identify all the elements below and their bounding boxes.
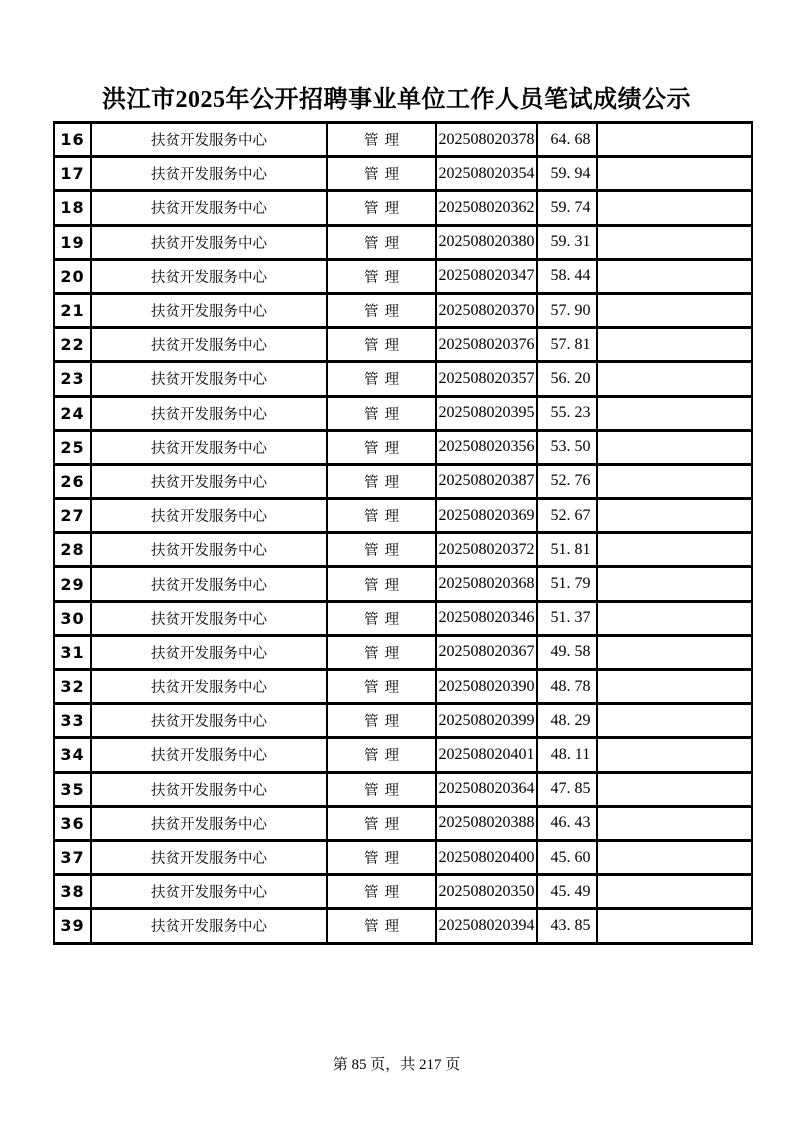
row-number-cell: 36: [54, 806, 91, 840]
exam-number-cell: 202508020356: [436, 430, 537, 464]
table-row: [54, 499, 752, 533]
row-number-cell: 18: [54, 191, 91, 225]
position-cell: 管理: [327, 567, 436, 601]
position-cell: 管理: [327, 704, 436, 738]
position-cell: 管理: [327, 328, 436, 362]
exam-number-cell: 202508020380: [436, 225, 537, 259]
row-number-cell: 25: [54, 430, 91, 464]
row-number-cell: 28: [54, 533, 91, 567]
position-cell: 管理: [327, 464, 436, 498]
position-cell: 管理: [327, 225, 436, 259]
table-row: [54, 670, 752, 704]
position-cell: 管理: [327, 123, 436, 157]
unit-name-cell: 扶贫开发服务中心: [91, 875, 327, 909]
remark-cell: [597, 533, 752, 567]
unit-name-cell: 扶贫开发服务中心: [91, 123, 327, 157]
score-cell: 51. 79: [537, 567, 597, 601]
unit-name-cell: 扶贫开发服务中心: [91, 396, 327, 430]
exam-number-cell: 202508020354: [436, 157, 537, 191]
position-cell: 管理: [327, 806, 436, 840]
exam-number-cell: 202508020369: [436, 499, 537, 533]
unit-name-cell: 扶贫开发服务中心: [91, 328, 327, 362]
remark-cell: [597, 806, 752, 840]
score-table: [53, 121, 753, 945]
score-cell: 59. 94: [537, 157, 597, 191]
unit-name-cell: 扶贫开发服务中心: [91, 533, 327, 567]
row-number-cell: 34: [54, 738, 91, 772]
exam-number-cell: 202508020346: [436, 601, 537, 635]
unit-name-cell: 扶贫开发服务中心: [91, 738, 327, 772]
row-number-cell: 37: [54, 840, 91, 874]
position-cell: 管理: [327, 875, 436, 909]
row-number-cell: 32: [54, 670, 91, 704]
unit-name-cell: 扶贫开发服务中心: [91, 670, 327, 704]
position-cell: 管理: [327, 293, 436, 327]
table-row: [54, 191, 752, 225]
position-cell: 管理: [327, 772, 436, 806]
table-row: [54, 875, 752, 909]
unit-name-cell: 扶贫开发服务中心: [91, 259, 327, 293]
table-row: [54, 533, 752, 567]
score-cell: 43. 85: [537, 909, 597, 943]
remark-cell: [597, 670, 752, 704]
row-number-cell: 35: [54, 772, 91, 806]
score-cell: 52. 67: [537, 499, 597, 533]
exam-number-cell: 202508020368: [436, 567, 537, 601]
score-cell: 53. 50: [537, 430, 597, 464]
table-row: [54, 635, 752, 669]
row-number-cell: 27: [54, 499, 91, 533]
exam-number-cell: 202508020400: [436, 840, 537, 874]
table-row: [54, 601, 752, 635]
remark-cell: [597, 875, 752, 909]
score-cell: 48. 29: [537, 704, 597, 738]
position-cell: 管理: [327, 499, 436, 533]
exam-number-cell: 202508020362: [436, 191, 537, 225]
score-cell: 55. 23: [537, 396, 597, 430]
page-number-footer: 第 85 页，共 217 页: [332, 1057, 461, 1073]
score-table-body: [54, 123, 752, 944]
exam-number-cell: 202508020367: [436, 635, 537, 669]
remark-cell: [597, 738, 752, 772]
position-cell: 管理: [327, 191, 436, 225]
position-cell: 管理: [327, 157, 436, 191]
remark-cell: [597, 362, 752, 396]
table-row: [54, 396, 752, 430]
unit-name-cell: 扶贫开发服务中心: [91, 909, 327, 943]
unit-name-cell: 扶贫开发服务中心: [91, 840, 327, 874]
score-cell: 58. 44: [537, 259, 597, 293]
remark-cell: [597, 635, 752, 669]
table-row: [54, 909, 752, 943]
exam-number-cell: 202508020395: [436, 396, 537, 430]
remark-cell: [597, 704, 752, 738]
score-cell: 59. 74: [537, 191, 597, 225]
unit-name-cell: 扶贫开发服务中心: [91, 157, 327, 191]
exam-number-cell: 202508020372: [436, 533, 537, 567]
position-cell: 管理: [327, 259, 436, 293]
unit-name-cell: 扶贫开发服务中心: [91, 601, 327, 635]
exam-number-cell: 202508020387: [436, 464, 537, 498]
row-number-cell: 26: [54, 464, 91, 498]
row-number-cell: 21: [54, 293, 91, 327]
score-cell: 57. 90: [537, 293, 597, 327]
row-number-cell: 24: [54, 396, 91, 430]
remark-cell: [597, 601, 752, 635]
score-cell: 57. 81: [537, 328, 597, 362]
remark-cell: [597, 499, 752, 533]
exam-number-cell: 202508020401: [436, 738, 537, 772]
row-number-cell: 22: [54, 328, 91, 362]
exam-number-cell: 202508020378: [436, 123, 537, 157]
position-cell: 管理: [327, 670, 436, 704]
row-number-cell: 20: [54, 259, 91, 293]
remark-cell: [597, 328, 752, 362]
exam-number-cell: 202508020399: [436, 704, 537, 738]
exam-number-cell: 202508020394: [436, 909, 537, 943]
unit-name-cell: 扶贫开发服务中心: [91, 635, 327, 669]
remark-cell: [597, 464, 752, 498]
exam-number-cell: 202508020357: [436, 362, 537, 396]
exam-number-cell: 202508020347: [436, 259, 537, 293]
position-cell: 管理: [327, 362, 436, 396]
table-row: [54, 123, 752, 157]
score-cell: 51. 37: [537, 601, 597, 635]
row-number-cell: 30: [54, 601, 91, 635]
remark-cell: [597, 191, 752, 225]
table-row: [54, 840, 752, 874]
table-row: [54, 225, 752, 259]
unit-name-cell: 扶贫开发服务中心: [91, 567, 327, 601]
remark-cell: [597, 840, 752, 874]
table-row: [54, 430, 752, 464]
score-cell: 45. 49: [537, 875, 597, 909]
table-row: [54, 772, 752, 806]
unit-name-cell: 扶贫开发服务中心: [91, 191, 327, 225]
score-cell: 49. 58: [537, 635, 597, 669]
row-number-cell: 19: [54, 225, 91, 259]
remark-cell: [597, 909, 752, 943]
row-number-cell: 33: [54, 704, 91, 738]
table-row: [54, 328, 752, 362]
score-cell: 64. 68: [537, 123, 597, 157]
position-cell: 管理: [327, 909, 436, 943]
position-cell: 管理: [327, 533, 436, 567]
row-number-cell: 17: [54, 157, 91, 191]
unit-name-cell: 扶贫开发服务中心: [91, 806, 327, 840]
position-cell: 管理: [327, 601, 436, 635]
unit-name-cell: 扶贫开发服务中心: [91, 499, 327, 533]
row-number-cell: 39: [54, 909, 91, 943]
position-cell: 管理: [327, 430, 436, 464]
remark-cell: [597, 123, 752, 157]
table-row: [54, 293, 752, 327]
row-number-cell: 31: [54, 635, 91, 669]
table-row: [54, 362, 752, 396]
exam-number-cell: 202508020388: [436, 806, 537, 840]
table-row: [54, 259, 752, 293]
table-row: [54, 157, 752, 191]
unit-name-cell: 扶贫开发服务中心: [91, 704, 327, 738]
exam-number-cell: 202508020364: [436, 772, 537, 806]
score-cell: 51. 81: [537, 533, 597, 567]
table-row: [54, 738, 752, 772]
row-number-cell: 29: [54, 567, 91, 601]
unit-name-cell: 扶贫开发服务中心: [91, 293, 327, 327]
remark-cell: [597, 567, 752, 601]
score-cell: 46. 43: [537, 806, 597, 840]
exam-number-cell: 202508020390: [436, 670, 537, 704]
remark-cell: [597, 259, 752, 293]
score-cell: 47. 85: [537, 772, 597, 806]
unit-name-cell: 扶贫开发服务中心: [91, 362, 327, 396]
row-number-cell: 23: [54, 362, 91, 396]
position-cell: 管理: [327, 396, 436, 430]
unit-name-cell: 扶贫开发服务中心: [91, 430, 327, 464]
remark-cell: [597, 293, 752, 327]
exam-number-cell: 202508020370: [436, 293, 537, 327]
unit-name-cell: 扶贫开发服务中心: [91, 464, 327, 498]
score-cell: 56. 20: [537, 362, 597, 396]
position-cell: 管理: [327, 840, 436, 874]
score-cell: 48. 11: [537, 738, 597, 772]
unit-name-cell: 扶贫开发服务中心: [91, 772, 327, 806]
exam-number-cell: 202508020350: [436, 875, 537, 909]
remark-cell: [597, 772, 752, 806]
score-cell: 52. 76: [537, 464, 597, 498]
row-number-cell: 16: [54, 123, 91, 157]
unit-name-cell: 扶贫开发服务中心: [91, 225, 327, 259]
score-cell: 45. 60: [537, 840, 597, 874]
score-cell: 59. 31: [537, 225, 597, 259]
remark-cell: [597, 430, 752, 464]
remark-cell: [597, 225, 752, 259]
score-cell: 48. 78: [537, 670, 597, 704]
table-row: [54, 704, 752, 738]
position-cell: 管理: [327, 635, 436, 669]
remark-cell: [597, 157, 752, 191]
table-row: [54, 567, 752, 601]
position-cell: 管理: [327, 738, 436, 772]
remark-cell: [597, 396, 752, 430]
table-row: [54, 464, 752, 498]
row-number-cell: 38: [54, 875, 91, 909]
exam-number-cell: 202508020376: [436, 328, 537, 362]
table-row: [54, 806, 752, 840]
page-title: 洪江市2025年公开招聘事业单位工作人员笔试成绩公示: [102, 87, 691, 113]
